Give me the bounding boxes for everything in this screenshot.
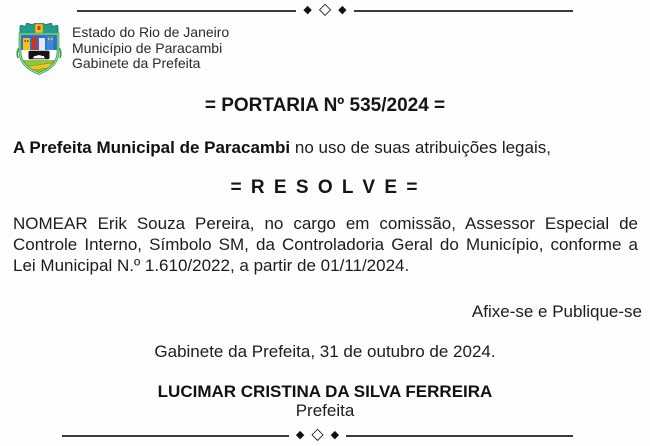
diamond-filled-icon: ◆ bbox=[303, 3, 312, 16]
divider-line bbox=[62, 435, 289, 437]
resolve-heading: = R E S O L V E = bbox=[230, 177, 420, 198]
letterhead-text bbox=[72, 22, 229, 72]
letterhead-line-office: Gabinete da Prefeita bbox=[72, 55, 201, 71]
signature-role: Prefeita bbox=[295, 401, 355, 420]
bottom-divider bbox=[62, 428, 573, 444]
diamond-outline-icon: ◇ bbox=[311, 426, 324, 443]
document-title: = PORTARIA Nº 535/2024 = bbox=[204, 95, 446, 116]
letterhead bbox=[13, 22, 229, 76]
divider-line bbox=[77, 10, 296, 12]
divider-line bbox=[354, 10, 573, 12]
place-date-line: Gabinete da Prefeita, 31 de outubro de 2024. bbox=[154, 342, 496, 361]
diamond-filled-icon: ◆ bbox=[295, 428, 305, 441]
publish-note: Afixe-se e Publique-se bbox=[471, 302, 642, 321]
preamble bbox=[13, 138, 638, 158]
letterhead-line-municipality: Município de Paracambi bbox=[72, 39, 223, 56]
signature-name: LUCIMAR CRISTINA DA SILVA FERREIRA bbox=[157, 382, 493, 401]
divider-line bbox=[346, 435, 573, 437]
diamond-outline-icon: ◇ bbox=[318, 1, 332, 18]
preamble-clause: no uso de suas atribuições legais, bbox=[290, 138, 551, 157]
letterhead-line-state: Estado do Rio de Janeiro bbox=[72, 24, 230, 40]
coat-of-arms-icon bbox=[13, 22, 65, 76]
diamond-filled-icon: ◆ bbox=[338, 3, 347, 16]
preamble-authority: A Prefeita Municipal de Paracambi bbox=[13, 138, 291, 157]
diamond-filled-icon: ◆ bbox=[330, 428, 340, 441]
top-divider bbox=[77, 3, 573, 19]
appointment-paragraph: NOMEAR Erik Souza Pereira, no cargo em comissão, Assessor Especial de Controle Interno, Símbolo SM, da Controladoria Geral do Município, conforme a Lei Municipal N.º 1.610/2022, a partir de 01/11/2024. bbox=[13, 214, 638, 275]
